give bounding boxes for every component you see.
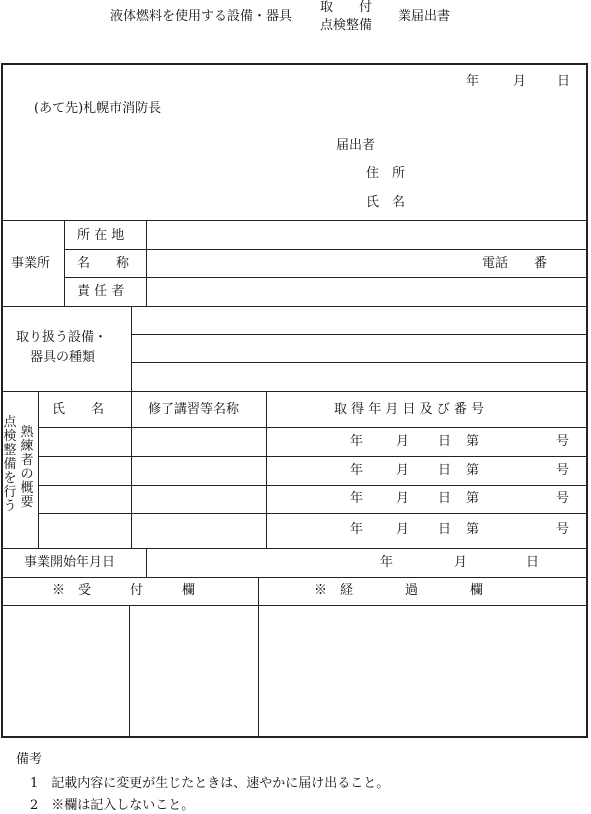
worker-year: 年 — [350, 463, 364, 478]
start-date-year: 年 — [380, 555, 394, 570]
divider — [146, 220, 147, 306]
note-item: 1 記載内容に変更が生じたときは、速やかに届け出ること。 — [30, 776, 390, 791]
workers-side-label-inner: 熟練者の概要 — [20, 425, 34, 510]
form-frame — [1, 63, 588, 738]
title-prefix: 液体燃料を使用する設備・器具 — [110, 9, 293, 24]
divider — [131, 362, 588, 363]
notes-heading: 備考 — [16, 752, 43, 767]
title-alt-bottom: 点検整備 — [320, 18, 373, 33]
worker-month: 月 — [396, 491, 410, 506]
business-phone-label: 電話 番 — [482, 256, 548, 271]
worker-no: 第 — [466, 434, 480, 449]
divider — [131, 391, 132, 548]
worker-month: 月 — [396, 463, 410, 478]
worker-year: 年 — [350, 522, 364, 537]
title-suffix: 業届出書 — [398, 9, 451, 24]
workers-col-name: 氏 名 — [52, 402, 105, 417]
applicant-name-label: 氏 名 — [366, 195, 406, 210]
worker-no: 第 — [466, 463, 480, 478]
worker-num: 号 — [556, 434, 570, 449]
divider — [131, 306, 132, 391]
divider — [64, 277, 588, 278]
worker-month: 月 — [396, 434, 410, 449]
business-location-label: 所 在 地 — [77, 228, 125, 243]
worker-day: 日 — [438, 463, 452, 478]
equipment-label-line1: 取り扱う設備・ — [16, 330, 108, 345]
worker-num: 号 — [556, 463, 570, 478]
start-date-day: 日 — [526, 555, 540, 570]
date-day: 日 — [557, 74, 571, 89]
reception-header: ※ 受 付 欄 — [52, 583, 196, 598]
date-month: 月 — [513, 74, 527, 89]
divider — [2, 577, 588, 578]
worker-day: 日 — [438, 434, 452, 449]
worker-day: 日 — [438, 522, 452, 537]
workers-col-acquired: 取 得 年 月 日 及 び 番 号 — [334, 402, 485, 417]
divider — [38, 427, 588, 428]
business-manager-label: 責 任 者 — [77, 284, 125, 299]
recipient: (あて先)札幌市消防長 — [34, 101, 162, 116]
divider — [2, 391, 588, 392]
divider — [38, 391, 39, 548]
start-date-month: 月 — [454, 555, 468, 570]
divider — [38, 485, 588, 486]
applicant-label: 届出者 — [336, 138, 376, 153]
worker-num: 号 — [556, 522, 570, 537]
divider — [146, 548, 147, 577]
worker-year: 年 — [350, 434, 364, 449]
divider — [64, 220, 65, 306]
worker-no: 第 — [466, 522, 480, 537]
start-date-label: 事業開始年月日 — [24, 555, 116, 570]
equipment-label-line2: 器具の種類 — [30, 350, 96, 365]
worker-no: 第 — [466, 491, 480, 506]
worker-num: 号 — [556, 491, 570, 506]
worker-year: 年 — [350, 491, 364, 506]
divider — [266, 391, 267, 548]
divider — [38, 456, 588, 457]
divider — [2, 306, 588, 307]
workers-side-label-outer: 点検整備を行う — [3, 415, 17, 514]
progress-header: ※ 経 過 欄 — [314, 583, 484, 598]
divider — [38, 513, 588, 514]
business-label: 事業所 — [11, 256, 51, 271]
worker-month: 月 — [396, 522, 410, 537]
worker-day: 日 — [438, 491, 452, 506]
note-item: 2 ※欄は記入しないこと。 — [30, 798, 195, 813]
date-year: 年 — [466, 74, 480, 89]
workers-col-course: 修了講習等名称 — [148, 402, 240, 417]
title-alt-top: 取 付 — [320, 0, 373, 15]
divider — [131, 334, 588, 335]
divider — [2, 605, 588, 606]
divider — [129, 605, 130, 737]
divider — [64, 249, 588, 250]
applicant-address-label: 住 所 — [366, 166, 406, 181]
divider — [2, 220, 588, 221]
business-name-label: 名 称 — [77, 256, 130, 271]
divider — [2, 548, 588, 549]
divider — [258, 577, 259, 737]
